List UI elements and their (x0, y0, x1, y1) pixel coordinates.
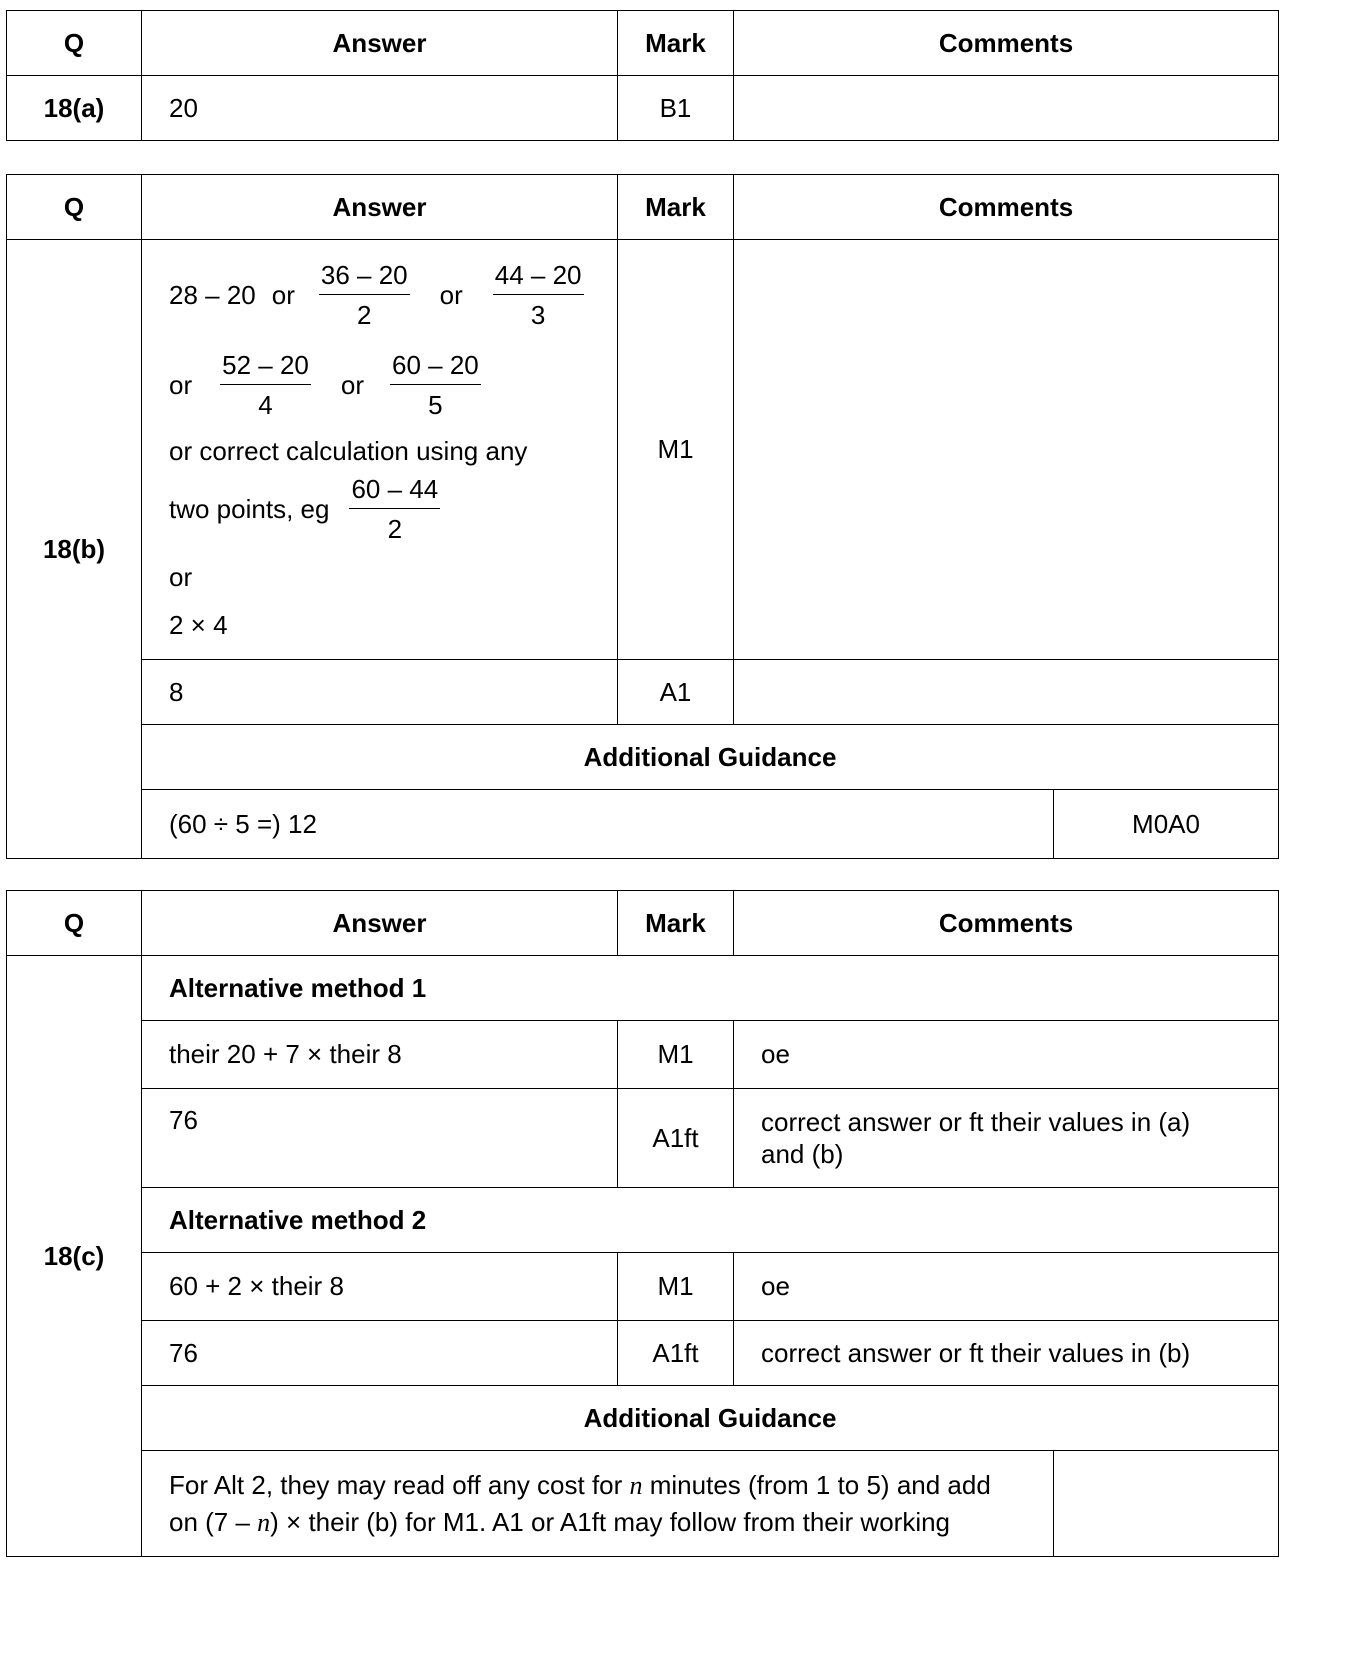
comments-cell: oe (734, 1253, 1279, 1321)
mark-scheme-table-18c (6, 890, 1279, 1557)
answer-cell: their 20 + 7 × their 8 (142, 1021, 618, 1089)
answer-cell: 20 (142, 76, 618, 141)
header-q: Q (7, 175, 142, 240)
variable-n: n (629, 1470, 643, 1500)
method-text-line: 2 × 4 (169, 610, 228, 640)
header-comments: Comments (734, 891, 1279, 956)
expr-28-minus-20: 28 – 20 (169, 279, 256, 310)
alt-method-1-title: Alternative method 1 (142, 956, 1279, 1021)
question-number: 18(c) (7, 956, 142, 1557)
mark-cell: M1 (618, 240, 734, 660)
variable-n: n (257, 1507, 271, 1537)
header-answer: Answer (142, 891, 618, 956)
additional-guidance-title: Additional Guidance (142, 1386, 1279, 1451)
header-comments: Comments (734, 175, 1279, 240)
header-q: Q (7, 891, 142, 956)
answer-cell: 8 (142, 660, 618, 725)
header-answer: Answer (142, 175, 618, 240)
header-mark: Mark (618, 175, 734, 240)
fraction: $\frac{52 - 20}{4}$ (222, 350, 309, 420)
method-text-line: or correct calculation using any (169, 436, 528, 466)
alt-method-2-title: Alternative method 2 (142, 1188, 1279, 1253)
comments-cell: correct answer or ft their values in (b) (734, 1321, 1279, 1386)
mark-scheme-table-18a (6, 10, 1279, 141)
fraction: $\frac{60 - 20}{5}$ (392, 350, 479, 420)
or-text: or (169, 562, 193, 592)
guidance-text: For Alt 2, they may read off any cost for n minutes (from 1 to 5) and add on (7 – n) × their (b) for M1. A1 or A1ft may follow from their working (142, 1451, 1054, 1557)
header-mark: Mark (618, 11, 734, 76)
comments-cell: oe (734, 1021, 1279, 1089)
mark-cell: M1 (618, 1253, 734, 1321)
mark-cell: A1ft (618, 1089, 734, 1188)
answer-cell: 76 (142, 1089, 618, 1188)
guidance-mark (1054, 1451, 1279, 1557)
comments-cell (734, 240, 1279, 660)
or-text: or (340, 369, 364, 400)
or-text: or (271, 279, 295, 310)
additional-guidance-title: Additional Guidance (142, 725, 1279, 790)
answer-cell: 76 (142, 1321, 618, 1386)
question-number: 18(a) (7, 76, 142, 141)
fraction: $\frac{36 - 20}{2}$ (320, 260, 408, 330)
answer-cell: 60 + 2 × their 8 (142, 1253, 618, 1321)
question-number: 18(b) (7, 240, 142, 859)
mark-scheme-table-18b (6, 174, 1279, 859)
comments-cell (734, 76, 1279, 141)
or-text: or (439, 279, 463, 310)
mark-cell: A1ft (618, 1321, 734, 1386)
comments-cell: correct answer or ft their values in (a) and (b) (734, 1089, 1279, 1188)
fraction: $\frac{60 - 44}{2}$ (351, 474, 439, 544)
mark-cell: M1 (618, 1021, 734, 1089)
header-answer: Answer (142, 11, 618, 76)
mark-cell: A1 (618, 660, 734, 725)
method-text-line: two points, eg (169, 493, 330, 524)
guidance-text: (60 ÷ 5 =) 12 (142, 790, 1054, 859)
comments-cell (734, 660, 1279, 725)
fraction: $\frac{44 - 20}{3}$ (494, 260, 582, 330)
header-q: Q (7, 11, 142, 76)
answer-cell-method (142, 240, 618, 660)
guidance-mark: M0A0 (1054, 790, 1279, 859)
header-comments: Comments (734, 11, 1279, 76)
or-text: or (169, 369, 193, 400)
header-mark: Mark (618, 891, 734, 956)
mark-cell: B1 (618, 76, 734, 141)
